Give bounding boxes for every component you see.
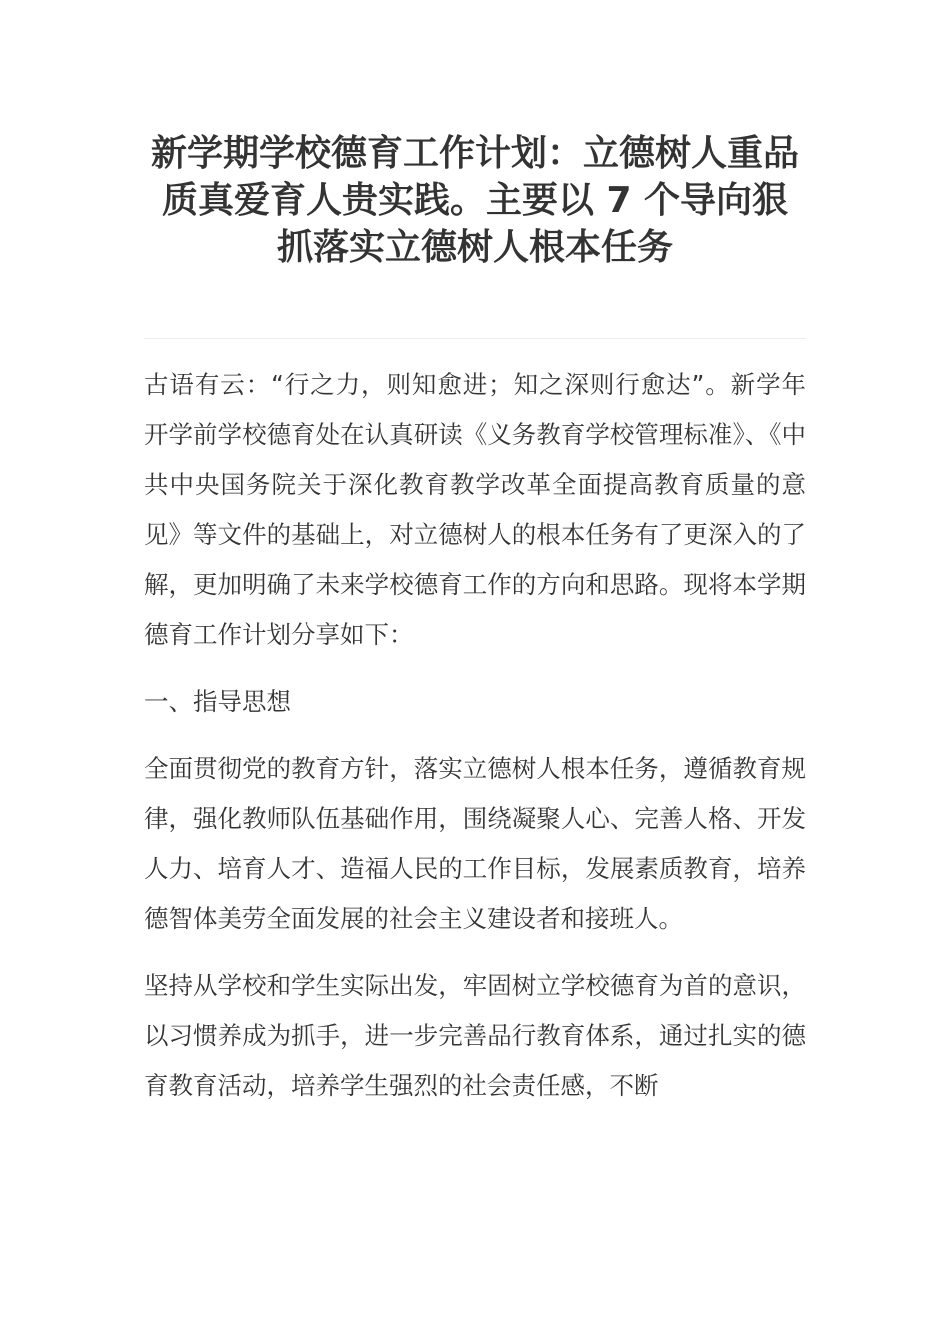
body-paragraph: 全面贯彻党的教育方针，落实立德树人根本任务，遵循教育规律，强化教师队伍基础作用，围绕凝聚人心、完善人格、开发人力、培育人才、造福人民的工作目标，发展素质教育，培养德智体美劳全面发展的社会主义建设者和接班人。 [144, 754, 806, 933]
title-divider [144, 338, 806, 339]
article-body [144, 360, 806, 1111]
article [144, 0, 806, 1128]
body-paragraph: 坚持从学校和学生实际出发，牢固树立学校德育为首的意识，以习惯养成为抓手，进一步完善品行教育体系，通过扎实的德育教育活动，培养学生强烈的社会责任感，不断 [144, 971, 806, 1100]
article-title: 新学期学校德育工作计划：立德树人重品质真爱育人贵实践。主要以 7 个导向狠抓落实立德树人根本任务 [150, 133, 799, 268]
section-heading-guiding-ideology: 一、指导思想 [144, 687, 291, 716]
intro-paragraph: 古语有云：“行之力，则知愈进；知之深则行愈达”。新学年开学前学校德育处在认真研读《义务教育学校管理标准》、《中共中央国务院关于深化教育教学改革全面提高教育质量的意见》等文件的基础上，对立德树人的根本任务有了更深入的了解，更加明确了未来学校德育工作的方向和思路。现将本学期德育工作计划分享如下： [144, 370, 806, 649]
